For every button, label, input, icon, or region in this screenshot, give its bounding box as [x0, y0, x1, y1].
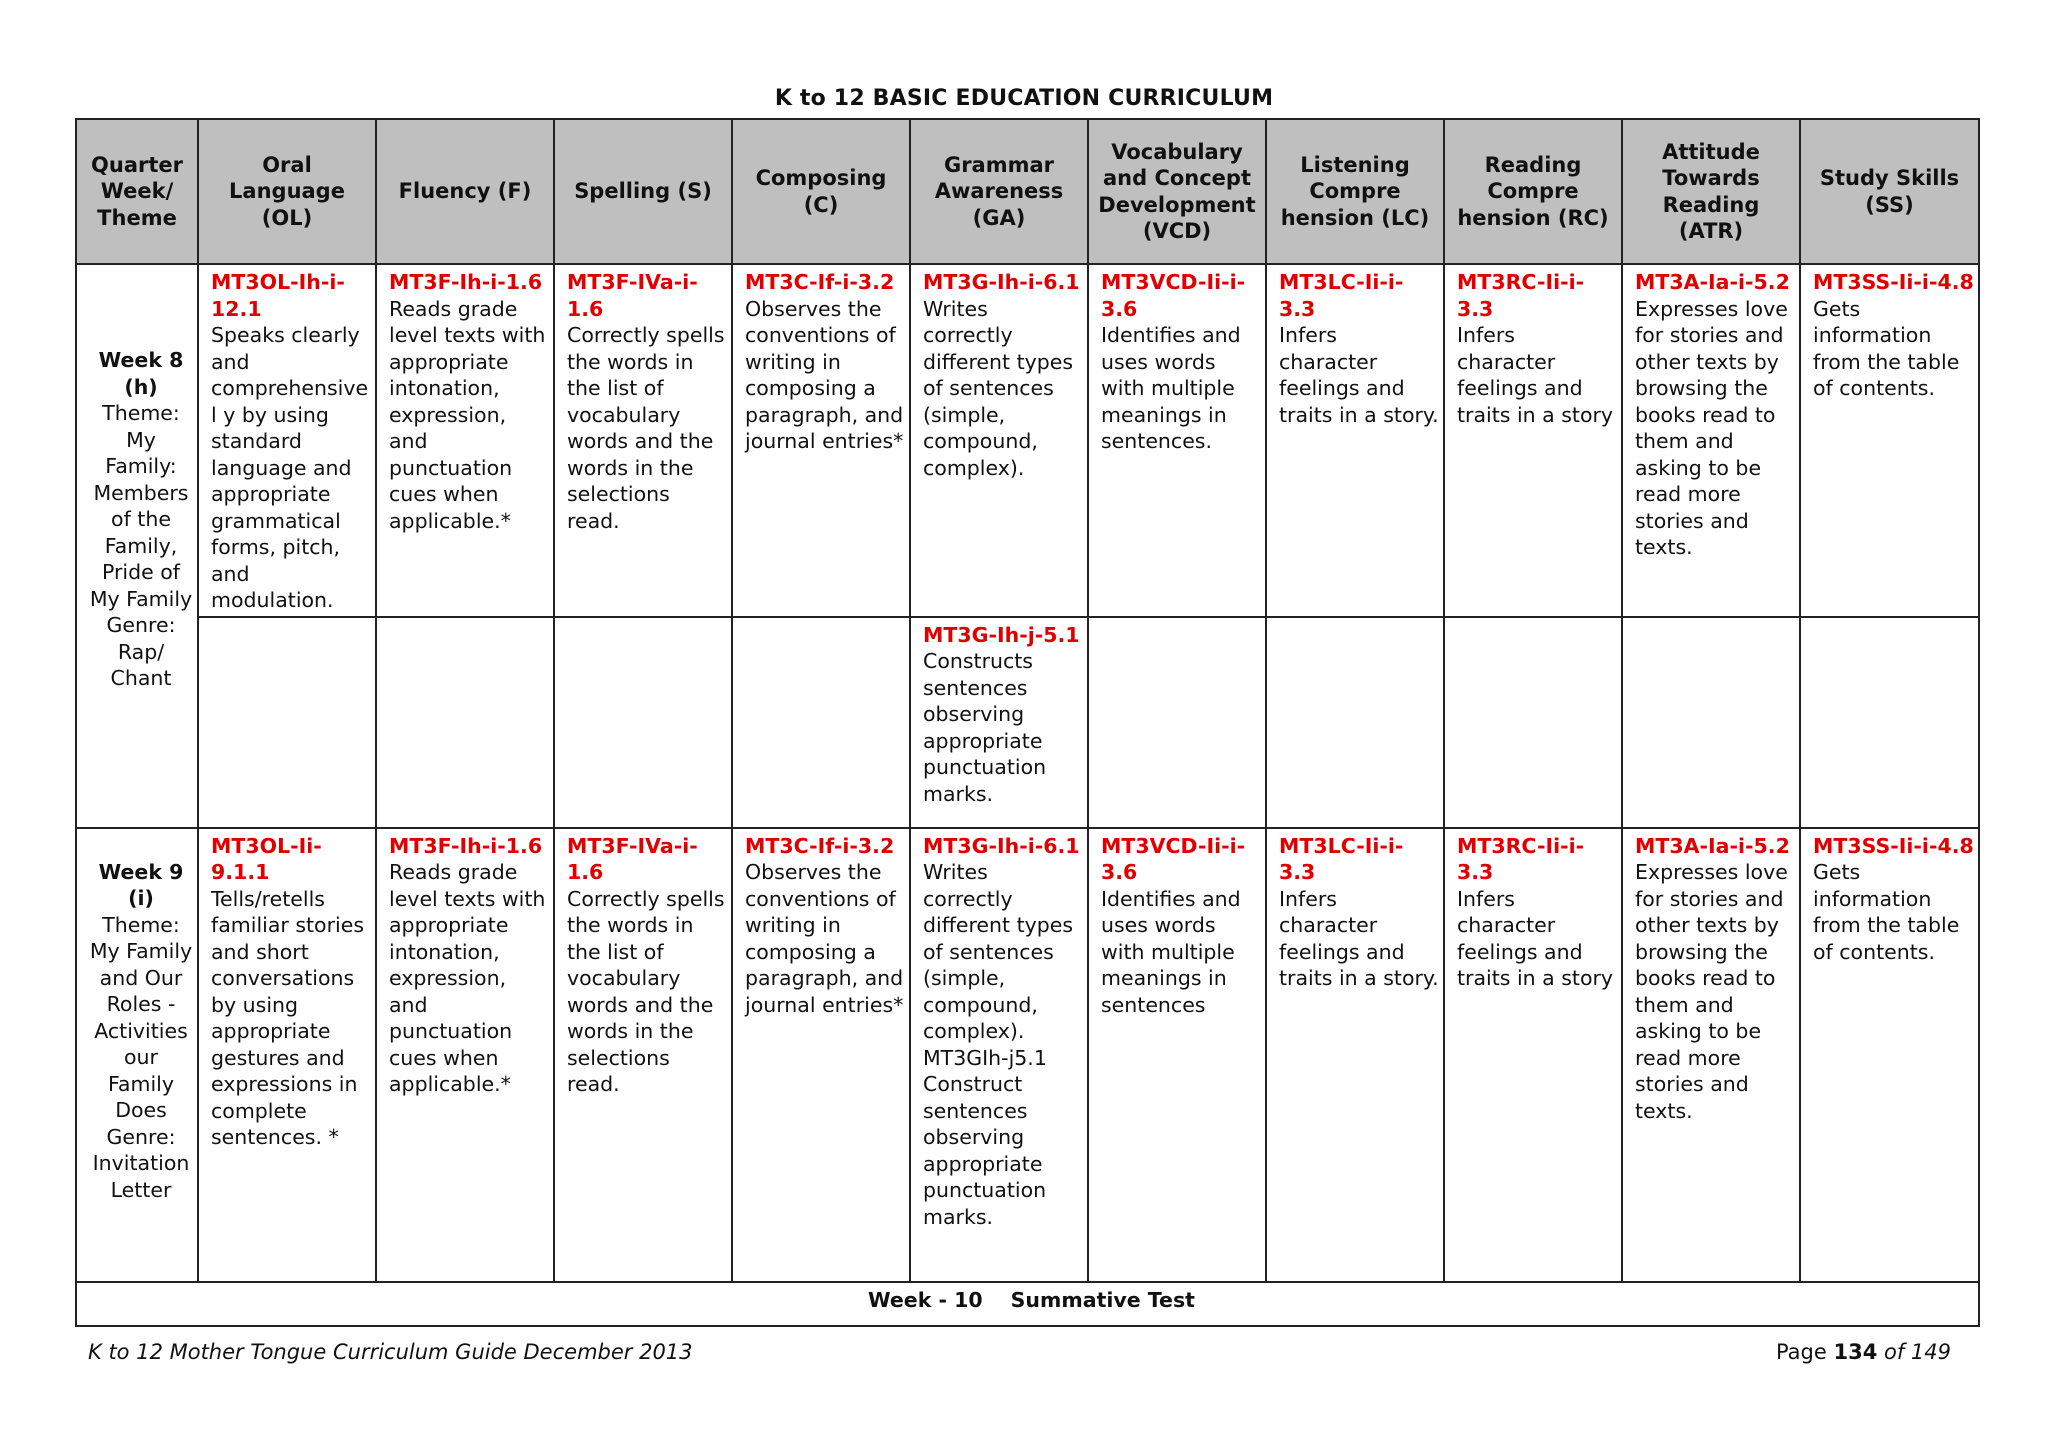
empty-cell — [732, 617, 910, 828]
competency-code: MT3VCD-Ii-i-3.6 — [1101, 270, 1246, 321]
competency-desc: Infers character feelings and traits in a story. — [1279, 886, 1439, 990]
week8-composing-cell — [732, 264, 910, 617]
week8-spelling-cell — [554, 264, 732, 617]
competency-code: MT3F-Ih-i-1.6 — [389, 270, 543, 294]
header-attitude: Attitude Towards Reading (ATR) — [1622, 119, 1800, 264]
week8-fluency-cell — [376, 264, 554, 617]
week8-grammar-extra-cell — [910, 617, 1088, 828]
week9-grammar-cell — [910, 828, 1088, 1282]
competency-desc: Observes the conventions of writing in composing a paragraph, and journal entries* — [745, 860, 904, 1017]
week9-oral-cell — [198, 828, 376, 1282]
table-row-week8-extra — [76, 617, 1979, 828]
empty-cell — [554, 617, 732, 828]
header-study-skills: Study Skills (SS) — [1800, 119, 1979, 264]
week8-oral-cell — [198, 264, 376, 617]
empty-cell — [1800, 617, 1979, 828]
table-row-week8 — [76, 264, 1979, 617]
header-oral-language: Oral Language (OL) — [198, 119, 376, 264]
competency-desc: Identifies and uses words with multiple meanings in sentences — [1101, 886, 1241, 1017]
competency-code: MT3SS-Ii-i-4.8 — [1813, 833, 1974, 858]
header-quarter: Quarter Week/ Theme — [76, 119, 198, 264]
header-spelling: Spelling (S) — [554, 119, 732, 264]
competency-desc: Identifies and uses words with multiple meanings in sentences. — [1101, 323, 1241, 453]
week8-study-cell — [1800, 264, 1979, 617]
week9-label: Week 9 (i) — [98, 859, 184, 910]
week8-grammar-cell — [910, 264, 1088, 617]
week8-attitude-cell — [1622, 264, 1800, 617]
competency-code: MT3F-IVa-i-1.6 — [567, 270, 698, 321]
page-prefix: Page — [1775, 1340, 1827, 1364]
week9-quarter-cell — [76, 828, 198, 1282]
competency-desc: Reads grade level texts with appropriate intonation, expression, and punctuation cues when applicable.* — [389, 860, 546, 1096]
competency-desc: Reads grade level texts with appropriate intonation, expression, and punctuation cues when applicable.* — [389, 296, 546, 533]
footer-page-number — [1776, 1340, 1951, 1364]
competency-code: MT3RC-Ii-i-3.3 — [1457, 270, 1585, 321]
page-total: of 149 — [1884, 1340, 1951, 1364]
competency-desc: Correctly spells the words in the list of vocabulary words and the words in the selections read. — [567, 886, 725, 1096]
empty-cell — [376, 617, 554, 828]
competency-code: MT3A-Ia-i-5.2 — [1635, 833, 1790, 858]
competency-code: MT3G-Ih-j-5.1 — [923, 622, 1080, 647]
competency-desc: Writes correctly different types of sentences (simple, compound, complex). — [923, 296, 1074, 480]
week9-fluency-cell — [376, 828, 554, 1282]
competency-code: MT3C-If-i-3.2 — [745, 833, 895, 858]
competency-code: MT3VCD-Ii-i-3.6 — [1101, 833, 1246, 884]
competency-code: MT3C-If-i-3.2 — [745, 270, 895, 294]
competency-desc: Speaks clearly and comprehensivel y by using standard language and appropriate grammatical forms, pitch, and modulation. — [211, 323, 369, 612]
header-vocabulary: Vocabulary and Concept Development (VCD) — [1088, 119, 1266, 264]
empty-cell — [198, 617, 376, 828]
empty-cell — [1088, 617, 1266, 828]
competency-desc: Gets information from the table of contents. — [1813, 296, 1960, 400]
week10-label: Week - 10 — [868, 1287, 983, 1312]
table-row-week10 — [76, 1282, 1979, 1326]
header-reading: Reading Compre hension (RC) — [1444, 119, 1622, 264]
week9-attitude-cell — [1622, 828, 1800, 1282]
summative-test-cell — [76, 1282, 1979, 1326]
curriculum-table — [75, 118, 1980, 1327]
competency-code: MT3OL-Ih-i-12.1 — [211, 270, 345, 321]
competency-code: MT3LC-Ii-i-3.3 — [1279, 833, 1404, 884]
footer-guide-title: K to 12 Mother Tongue Curriculum Guide December 2013 — [88, 1340, 693, 1364]
week9-theme: Theme: My Family and Our Roles - Activities our Family Does Genre: Invitation Letter — [89, 912, 193, 1202]
empty-cell — [1266, 617, 1444, 828]
competency-desc: Correctly spells the words in the list of vocabulary words and the words in the selections read. — [567, 323, 725, 533]
competency-desc: Expresses love for stories and other texts by browsing the books read to them and asking to be read more stories and texts. — [1635, 296, 1788, 559]
competency-code: MT3F-Ih-i-1.6 — [389, 833, 543, 858]
table-row-week9 — [76, 828, 1979, 1282]
week8-label: Week 8 (h) — [98, 348, 184, 399]
week9-study-cell — [1800, 828, 1979, 1282]
week9-listening-cell — [1266, 828, 1444, 1282]
header-composing: Composing (C) — [732, 119, 910, 264]
competency-desc: Writes correctly different types of sentences (simple, compound, complex). MT3GIh-j5.1 Construct sentences observing appropriate punctuation marks. — [923, 860, 1074, 1229]
competency-code: MT3OL-Ii-9.1.1 — [211, 833, 322, 884]
page-current: 134 — [1833, 1340, 1878, 1364]
week9-composing-cell — [732, 828, 910, 1282]
week9-reading-cell — [1444, 828, 1622, 1282]
competency-desc: Constructs sentences observing appropriate punctuation marks. — [923, 649, 1047, 806]
competency-desc: Observes the conventions of writing in composing a paragraph, and journal entries* — [745, 296, 904, 453]
week8-quarter-cell — [76, 264, 198, 828]
competency-desc: Expresses love for stories and other texts by browsing the books read to them and asking to be read more stories and texts. — [1635, 860, 1788, 1123]
competency-desc: Infers character feelings and traits in a story — [1457, 323, 1614, 427]
header-fluency: Fluency (F) — [376, 119, 554, 264]
week8-vocabulary-cell — [1088, 264, 1266, 617]
competency-desc: Infers character feelings and traits in a story — [1457, 886, 1614, 990]
empty-cell — [1444, 617, 1622, 828]
header-listening: Listening Compre hension (LC) — [1266, 119, 1444, 264]
document-title: K to 12 BASIC EDUCATION CURRICULUM — [774, 86, 1274, 111]
competency-desc: Infers character feelings and traits in a story. — [1279, 323, 1439, 427]
header-grammar: Grammar Awareness (GA) — [910, 119, 1088, 264]
competency-code: MT3LC-Ii-i-3.3 — [1279, 270, 1404, 321]
competency-desc: Gets information from the table of contents. — [1813, 860, 1960, 964]
header-row — [76, 119, 1979, 264]
week9-spelling-cell — [554, 828, 732, 1282]
competency-code: MT3G-Ih-i-6.1 — [923, 270, 1080, 294]
competency-desc: Tells/retells familiar stories and short conversations by using appropriate gestures and expressions in complete sentences. * — [211, 886, 365, 1149]
competency-code: MT3SS-Ii-i-4.8 — [1813, 270, 1974, 294]
competency-code: MT3RC-Ii-i-3.3 — [1457, 833, 1585, 884]
week8-listening-cell — [1266, 264, 1444, 617]
week8-theme: Theme: My Family: Members of the Family, Pride of My Family Genre: Rap/ Chant — [89, 401, 193, 690]
competency-code: MT3G-Ih-i-6.1 — [923, 833, 1080, 858]
week9-vocabulary-cell — [1088, 828, 1266, 1282]
empty-cell — [1622, 617, 1800, 828]
week8-reading-cell — [1444, 264, 1622, 617]
summative-test-label: Summative Test — [1010, 1287, 1195, 1312]
competency-code: MT3F-IVa-i-1.6 — [567, 833, 698, 884]
competency-code: MT3A-Ia-i-5.2 — [1635, 270, 1790, 294]
